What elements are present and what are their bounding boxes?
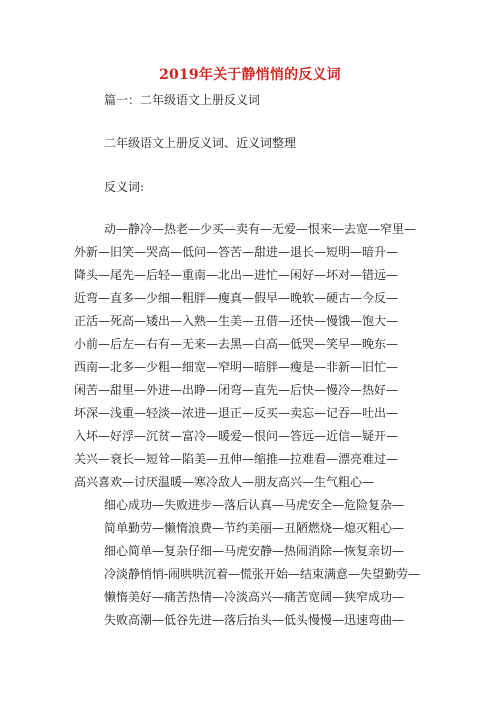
text-line: 细心成功—失败进步—落后认真—马虎安全—危险复杂— (104, 498, 405, 512)
text-line: 近弯—直多—少细—粗胖—瘦真—假早—晚软—硬古—今反— (74, 291, 399, 305)
text-line: 懒惰美好—痛苦热情—冷淡高兴—痛苦宽阔—狭窄成功— (104, 590, 405, 604)
text-line: 小前—后左—右有—无来—去黑—白高—低哭—笑早—晚东— (74, 337, 399, 351)
text-line: 降头—尾先—后轻—重南—北出—进忙—闲好—坏对—错远— (74, 268, 399, 282)
text-line: 高兴喜欢—讨厌温暖—寒冷敌人—朋友高兴—生气粗心— (74, 475, 375, 489)
section-heading: 篇一：二年级语文上册反义词 (104, 93, 261, 107)
text-line: 冷淡静悄悄-闹哄哄沉着—慌张开始—结束满意—失望勤劳— (104, 567, 421, 581)
text-line: 动—静冷—热老—少买—卖有—无爱—恨来—去宽—窄里— (104, 222, 417, 236)
text-line: 入坏—好浮—沉贫—富冷—暖爱—恨问—答远—近信—疑开— (74, 429, 399, 443)
section-subheading: 二年级语文上册反义词、近义词整理 (104, 136, 297, 150)
text-line: 失败高潮—低谷先进—落后抬头—低头慢慢—迅速弯曲— (104, 613, 405, 627)
text-line: 关兴—衰长—短耸—陷美—丑伸—缩推—拉难看—漂亮难过— (74, 452, 399, 466)
text-line: 细心简单—复杂仔细—马虎安静—热闹消除—恢复亲切— (104, 544, 405, 558)
list-label: 反义词: (104, 180, 145, 194)
text-line: 外新—旧笑—哭高—低问—答苦—甜进—退长—短明—暗升— (74, 245, 399, 259)
text-line: 坏深—浅重—轻淡—浓进—退正—反买—卖忘—记吞—吐出— (74, 406, 399, 420)
document-title: 2019年关于静悄悄的反义词 (159, 67, 341, 83)
text-line: 简单勤劳—懒惰浪费—节约美丽—丑陋燃烧—熄灭粗心— (104, 521, 405, 535)
text-line: 闲苦—甜里—外进—出睁—闭弯—直先—后快—慢冷—热好— (74, 383, 399, 397)
text-line: 正活—死高—矮出—入熟—生美—丑借—还快—慢饿—饱大— (74, 314, 399, 328)
text-line: 西南—北多—少粗—细宽—窄明—暗胖—瘦是—非新—旧忙— (74, 360, 399, 374)
